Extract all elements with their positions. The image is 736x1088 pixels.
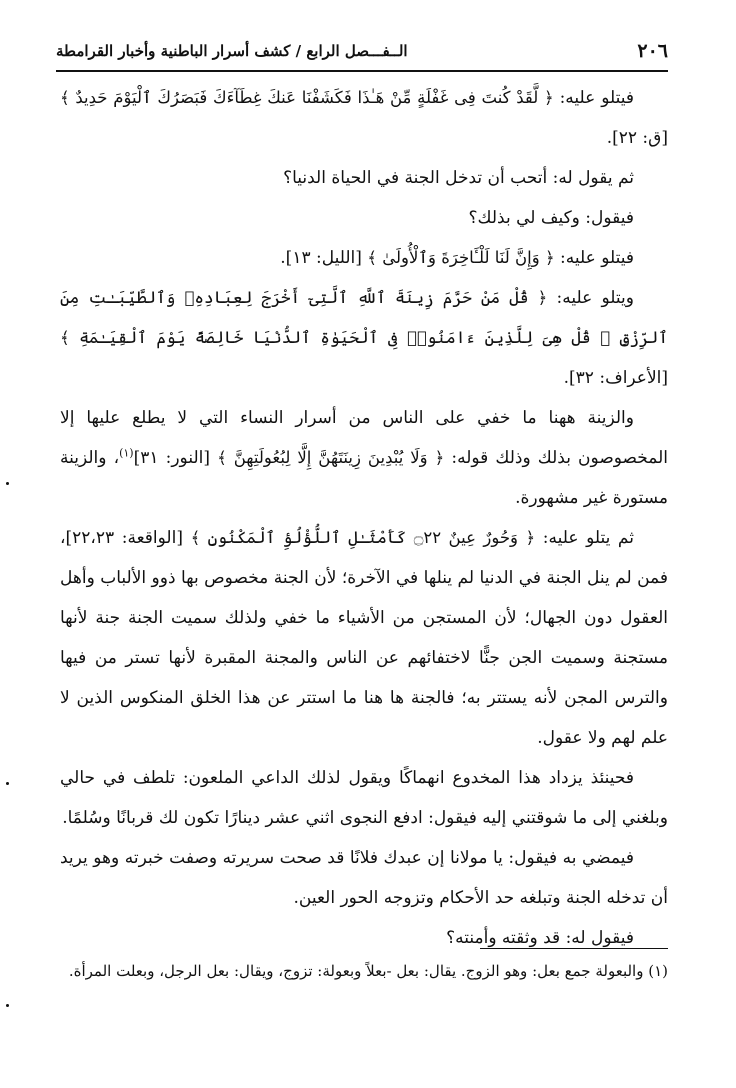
verse-reference: [الواقعة: ٢٢،٢٣] xyxy=(65,528,191,548)
paragraph-7 xyxy=(60,518,668,758)
paragraph-3: فيقول: وكيف لي بذلك؟ xyxy=(468,208,634,228)
footnote-rule xyxy=(480,948,668,949)
paragraph-5-lead: ويتلو عليه: xyxy=(547,288,634,308)
body-text xyxy=(60,78,668,958)
quran-verse-araf: ﴿ قُلْ مَنْ حَرَّمَ زِينَةَ ٱللَّهِ ٱلَّتِىٓ أَخْرَجَ لِعِبَادِهِۦ وَٱلطَّيِّبَـٰتِ مِنَ ٱلرِّزْقِ ۚ قُلْ هِىَ لِلَّذِينَ ءَامَنُوا۟ فِى ٱلْحَيَوٰةِ ٱلدُّنْيَا خَالِصَةً يَوْمَ ٱلْقِيَـٰمَةِ ﴾ xyxy=(60,288,668,347)
paragraph-6 xyxy=(60,398,668,518)
quran-verse-qaf: ﴿ لَّقَدْ كُنتَ فِى غَفْلَةٍ مِّنْ هَـٰذَا فَكَشَفْنَا عَنكَ غِطَآءَكَ فَبَصَرُكَ ٱلْيَوْمَ حَدِيدٌ ﴾ xyxy=(60,88,554,107)
paragraph-4 xyxy=(60,238,668,278)
paragraph-6-tail: ، والزينة مستورة غير مشهورة. xyxy=(60,448,668,508)
margin-dot xyxy=(6,782,9,785)
paragraph-10: فيقول له: قد وثقته وأمنته؟ xyxy=(446,928,634,948)
paragraph-2: ثم يقول له: أتحب أن تدخل الجنة في الحياة الدنيا؟ xyxy=(283,168,634,188)
paragraph-8: فحينئذ يزداد هذا المخدوع انهماكًا ويقول لذلك الداعي الملعون: تلطف في حالي وبلغني إلى ما شوقتني إليه فيقول: ادفع النجوى اثني عشر دينارًا تكون لك قربانًا وسُلمًا. xyxy=(60,768,668,828)
paragraph-7-tail: ، فمن لم ينل الجنة في الدنيا لم ينلها في الآخرة؛ لأن الجنة مخصوص بها ذوو الألباب وأهل العقول دون الجهال؛ لأن المستجن من الأشياء ما خفي ولذلك سميت الجنة جنة لأنها مستجنة وسميت الجن جنًّا لاختفائهم عن الناس والمجنة المقبرة لأنها تستر من فيها والترس المجن لأنه يستتر به؛ فالجنة ها هنا ما استتر عن هذا الخلق المنكوس الذين لا علم لهم ولا عقول. xyxy=(60,528,668,748)
margin-dot xyxy=(6,482,9,485)
verse-reference: [الليل: ١٣]. xyxy=(280,248,368,268)
verse-reference: [النور: ٣١] xyxy=(133,448,218,468)
paragraph-6-text: والزينة ههنا ما خفي على الناس من أسرار النساء التي لا يطلع عليها إلا المخصوصون بذلك وذلك قوله: xyxy=(60,408,668,468)
paragraph-9: فيمضي به فيقول: يا مولانا إن عبدك فلانًا قد صحت سريرته وصفت خبرته وهو يريد أن تدخله الجنة وتبلغه حد الأحكام وتزوجه الحور العين. xyxy=(60,848,668,908)
paragraph-1 xyxy=(60,78,668,158)
page-number: ٢٠٦ xyxy=(637,40,668,62)
verse-reference: [الأعراف: ٣٢]. xyxy=(563,368,668,388)
running-header xyxy=(56,36,668,66)
paragraph-4-lead: فيتلو عليه: xyxy=(554,248,634,268)
footnote-marker[interactable]: (١) xyxy=(119,446,134,460)
footnote-1: (١) والبعولة جمع بعل: وهو الزوج. يقال: بعل -بعلاً وبعولة: تزوج، ويقال: بعل الرجل، وبعلت المرأة. xyxy=(68,962,668,980)
quran-verse-waqiah: ﴿ وَحُورٌ عِينٌ ۝٢٢ كَأَمْثَـٰلِ ٱللُّؤْلُؤِ ٱلْمَكْنُونِ ﴾ xyxy=(190,528,536,547)
quran-verse-nur: ﴿ وَلَا يُبْدِينَ زِينَتَهُنَّ إِلَّا لِبُعُولَتِهِنَّ ﴾ xyxy=(217,448,445,467)
footnote xyxy=(60,956,668,986)
paragraph-1-lead: فيتلو عليه: xyxy=(553,88,634,108)
margin-dot xyxy=(6,1004,9,1007)
quran-verse-layl: ﴿ وَإِنَّ لَنَا لَلْـَٔاخِرَةَ وَٱلْأُولَىٰ ﴾ xyxy=(367,248,555,267)
chapter-title: الــفـــصل الرابع / كشف أسرار الباطنية وأخبار القرامطة xyxy=(56,42,408,60)
header-rule xyxy=(56,70,668,72)
paragraph-7-lead: ثم يتلو عليه: xyxy=(535,528,634,548)
verse-reference: [ق: ٢٢]. xyxy=(606,128,668,148)
paragraph-5 xyxy=(60,278,668,398)
